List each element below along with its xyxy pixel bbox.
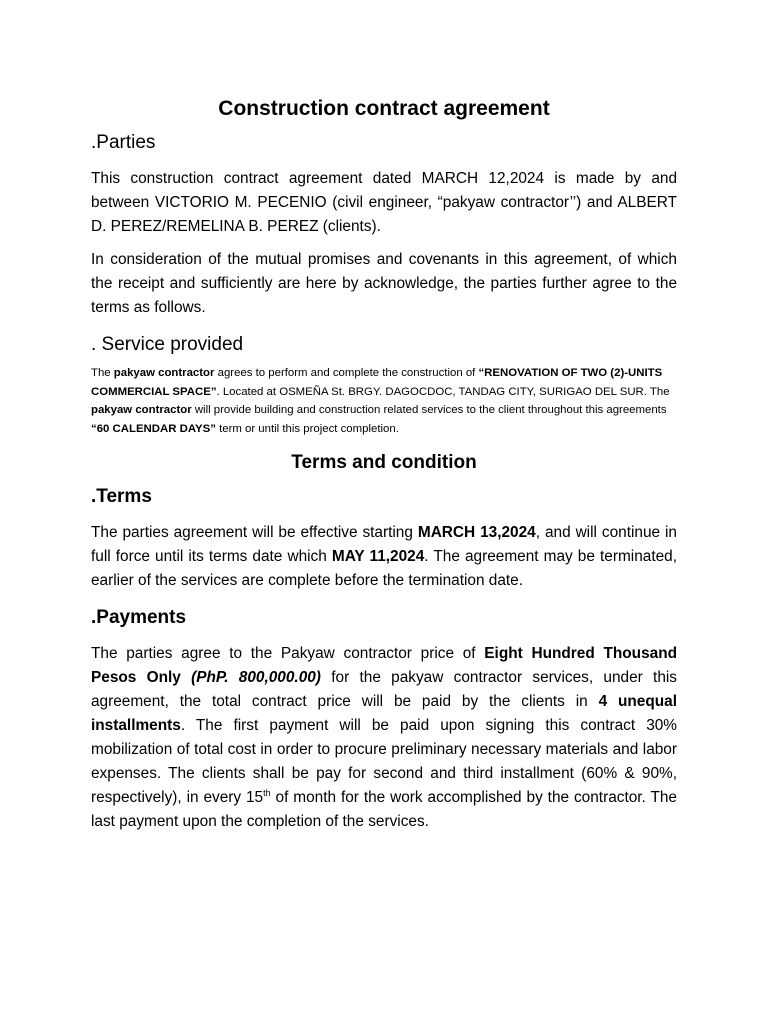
parties-paragraph-1: This construction contract agreement dated MARCH 12,2024 is made by and between VICTORIO M. PECENIO (civil engineer, “pakyaw contractor’’) and ALBERT D. PEREZ/REMELINA B. PEREZ (clients).: [91, 170, 677, 235]
terms-heading: .Terms: [91, 486, 152, 507]
service-paragraph: The pakyaw contractor agrees to perform and complete the construction of “RENOVATION OF TWO (2)-UNITS COMMERCIAL SPACE”. Located at OSMEÑA St. BRGY. DAGOCDOC, TANDAG CITY, SURIGAO DEL SUR. The pakyaw contractor will provide building and construction related services to the client throughout this agreements “60 CALENDAR DAYS” term or until this project completion.: [91, 367, 670, 435]
document-body: [91, 94, 677, 834]
payments-heading: .Payments: [91, 607, 187, 628]
terms-paragraph: The parties agreement will be effective starting MARCH 13,2024, and will continue in full force until its terms date which MAY 11,2024. The agreement may be terminated, earlier of the services are complete before the termination date.: [91, 524, 677, 589]
payments-paragraph: The parties agree to the Pakyaw contractor price of Eight Hundred Thousand Pesos Only (PhP. 800,000.00) for the pakyaw contractor services, under this agreement, the total contract price will be paid by the clients in 4 unequal installments. The first payment will be paid upon signing this contract 30% mobilization of total cost in order to procure preliminary necessary materials and labor expenses. The clients shall be pay for second and third installment (60% & 90%, respectively), in every 15th of month for the work accomplished by the contractor. The last payment upon the completion of the services.: [91, 645, 677, 830]
service-heading: . Service provided: [91, 334, 244, 355]
terms-condition-heading: Terms and condition: [291, 452, 477, 473]
parties-paragraph-2: In consideration of the mutual promises and covenants in this agreement, of which the receipt and sufficiently are here by acknowledge, the parties further agree to the terms as follows.: [91, 251, 677, 316]
document-title: Construction contract agreement: [218, 97, 550, 120]
parties-heading: .Parties: [91, 132, 156, 153]
